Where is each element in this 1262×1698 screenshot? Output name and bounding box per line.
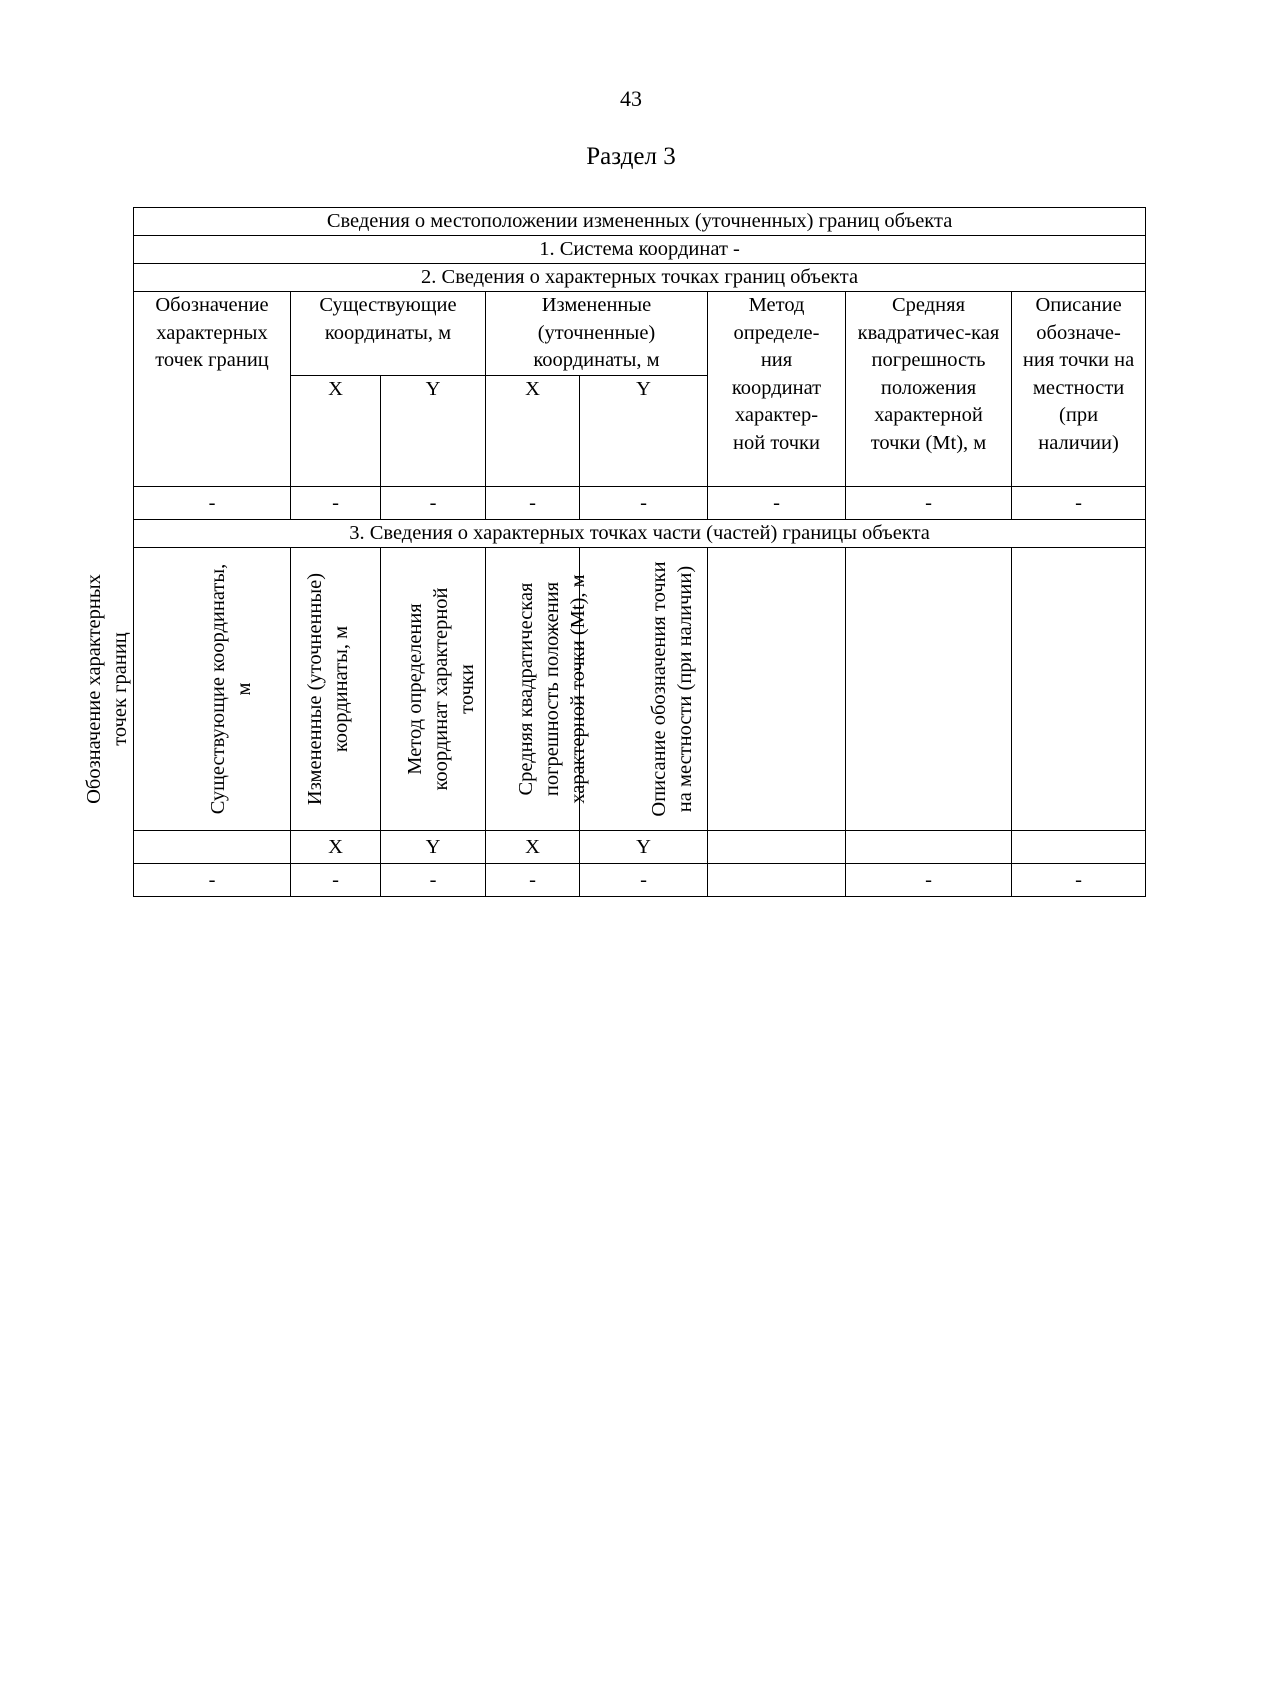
rotated-header-changed-text: Измененные (уточненные) координаты, м — [304, 572, 352, 805]
section-title: Раздел 3 — [586, 143, 676, 170]
header-description — [1012, 292, 1146, 487]
dash-cell: - — [134, 486, 291, 519]
header-changed-text: Измененные (уточненные) координаты, м — [533, 294, 660, 371]
dash-cell: - — [381, 863, 486, 896]
header-mse — [846, 292, 1012, 487]
dash-cell: - — [486, 486, 580, 519]
changed-x: X — [486, 375, 580, 486]
dash-cell: - — [291, 486, 381, 519]
dash-cell: - — [580, 486, 708, 519]
header-changed — [486, 292, 708, 376]
header-method-text: Метод определе-ния координат характер-ной точки — [731, 294, 822, 454]
s3-changed-y: Y — [580, 830, 708, 863]
s3-existing-y: Y — [381, 830, 486, 863]
table-title: Сведения о местоположении измененных (уточненных) границ объекта — [134, 208, 1146, 236]
section3-heading: 3. Сведения о характерных точках части (частей) границы объекта — [134, 519, 1146, 547]
rotated-header-existing-text: Существующие координаты, м — [206, 563, 255, 814]
boundary-table — [83, 207, 1146, 897]
empty-header-cell — [1012, 547, 1146, 830]
page-number: 43 — [620, 86, 642, 111]
rotated-header-designation-text: Обозначение характерных точек границ — [83, 573, 131, 804]
dash-cell: - — [708, 486, 846, 519]
empty-cell — [708, 863, 846, 896]
dash-cell: - — [846, 863, 1012, 896]
header-existing — [291, 292, 486, 376]
header-designation — [134, 292, 291, 487]
header-description-text: Описание обозначе-ния точки на местности (при наличии) — [1022, 294, 1135, 454]
dash-cell: - — [580, 863, 708, 896]
s3-changed-x: X — [486, 830, 580, 863]
dash-cell: - — [846, 486, 1012, 519]
existing-x: X — [291, 375, 381, 486]
dash-cell: - — [291, 863, 381, 896]
rotated-header-method-text: Метод определения координат характерной точки — [403, 586, 478, 791]
section2-heading: 2. Сведения о характерных точках границ объекта — [134, 264, 1146, 292]
empty-cell — [708, 830, 846, 863]
empty-cell — [1012, 830, 1146, 863]
s3-existing-x: X — [291, 830, 381, 863]
dash-cell: - — [381, 486, 486, 519]
rotated-header-description — [647, 547, 846, 830]
existing-y: Y — [381, 375, 486, 486]
empty-cell — [134, 830, 291, 863]
changed-y: Y — [580, 375, 708, 486]
dash-cell: - — [486, 863, 580, 896]
rotated-header-mse-text: Средняя квадратическая погрешность положения характерной точки (Mt), м — [514, 573, 589, 804]
coordinate-system-row: 1. Система координат - — [134, 236, 1146, 264]
header-mse-text: Средняя квадратичес-кая погрешность положения характерной точки (Mt), м — [857, 294, 1000, 454]
header-method — [708, 292, 846, 487]
header-designation-text: Обозначение характерных точек границ — [155, 294, 269, 371]
dash-cell: - — [1012, 863, 1146, 896]
header-existing-text: Существующие координаты, м — [319, 294, 457, 344]
dash-cell: - — [1012, 486, 1146, 519]
rotated-header-description-text: Описание обозначения точки на местности (при наличии) — [647, 560, 696, 817]
empty-header-cell — [846, 547, 1012, 830]
dash-cell: - — [134, 863, 291, 896]
empty-cell — [846, 830, 1012, 863]
